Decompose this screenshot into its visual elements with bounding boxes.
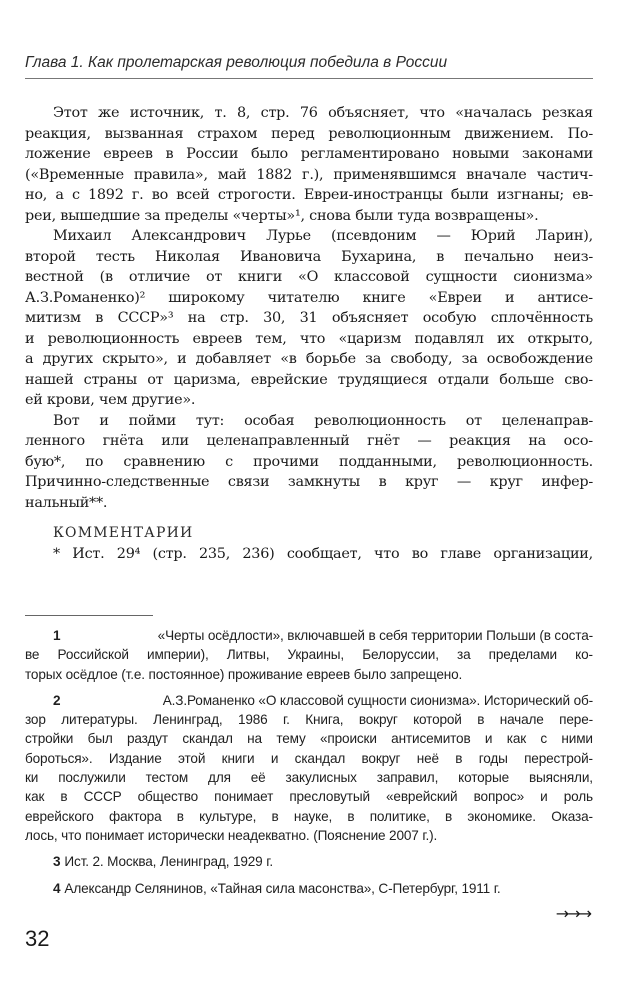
word: ки [25, 770, 39, 786]
word: регламентировано [300, 146, 440, 162]
footnote-line [25, 787, 593, 806]
word: а [55, 187, 64, 203]
word: царизма, [173, 371, 241, 388]
word: на [247, 731, 262, 747]
footnote-number: 3 [53, 854, 61, 870]
word: Юрий [470, 228, 516, 244]
word: Ивановича [239, 248, 322, 265]
word: в [165, 146, 174, 162]
footnote-number: 4 [53, 880, 61, 896]
word: освобождение [486, 351, 593, 367]
word: еврейского [25, 808, 94, 824]
word: правила», [133, 166, 208, 183]
word: начале [499, 712, 544, 728]
word: г. [283, 712, 290, 728]
word: их [496, 330, 515, 347]
word: (в [99, 269, 113, 285]
word: ко- [575, 647, 593, 663]
word: источник, [129, 105, 205, 121]
word: Литвы, [226, 647, 270, 663]
word: России [186, 146, 239, 162]
word: май [217, 166, 247, 183]
word: по [85, 453, 104, 470]
word: По- [567, 125, 593, 142]
word: скандал [182, 731, 233, 747]
word: в [176, 808, 184, 824]
word: применявшимся [333, 166, 457, 183]
text-line: нальный**. [25, 494, 108, 511]
word: антисе- [537, 289, 593, 306]
word: за [365, 351, 382, 367]
footnote-text: Ист. 2. Москва, Ленинград, 1929 г. [64, 854, 273, 870]
word: сионизма» [513, 269, 593, 285]
word: г.), [302, 166, 324, 183]
footnote-line [25, 768, 593, 787]
word: сво- [564, 371, 593, 388]
word: фактора [108, 808, 162, 824]
word: ними [561, 731, 593, 747]
word: СССР»³ [117, 310, 174, 326]
text-line [25, 165, 593, 186]
word: в [60, 789, 68, 805]
word: осо- [563, 433, 593, 449]
word: движением. [464, 125, 554, 142]
word: реакция [449, 433, 511, 449]
text-line [25, 308, 593, 329]
word: за [457, 647, 471, 663]
word: т. [214, 105, 227, 121]
word: книги [238, 269, 283, 285]
word: * [53, 545, 60, 562]
word: и [270, 750, 279, 766]
word: тем, [255, 330, 287, 347]
footnote-text: А.З.Романенко «О классовой сущности сионизма». Исторический об- [162, 692, 593, 708]
footnote-line [25, 879, 593, 898]
text-line [25, 411, 593, 432]
word: круг [405, 474, 439, 490]
word: за [461, 351, 478, 367]
word: Причинно-следственные [25, 474, 210, 490]
word: вокруг [358, 712, 398, 728]
word: неё [416, 750, 439, 766]
word: в [378, 474, 387, 490]
word: науке, [293, 808, 333, 824]
word: от [465, 412, 482, 429]
word: в [347, 808, 355, 824]
word: Российской [57, 647, 129, 663]
word: послужили [58, 770, 126, 786]
word: заправил, [376, 770, 439, 786]
text-line: реи, вышедшие за пределы «черты»¹, снова были туда возвращены». [25, 207, 539, 224]
word: было [251, 146, 288, 162]
word: целенаправленный [206, 433, 350, 449]
word: гнёт [367, 433, 400, 449]
word: строгости. [217, 187, 296, 203]
text-line: ей крови, чем другие». [25, 392, 196, 408]
word: культуре, [199, 808, 257, 824]
footnote-line [25, 691, 593, 710]
word: и [484, 731, 493, 747]
word: особая [244, 412, 295, 429]
word: ве [25, 647, 40, 663]
word: империи), [147, 647, 209, 663]
text-line [25, 349, 593, 370]
word: что [373, 545, 400, 562]
footnote-line: торых осёдлое (т.е. постоянное) проживание евреев было запрещено. [25, 666, 463, 682]
word: Украины, [287, 647, 345, 663]
word: евреев [192, 330, 243, 347]
footnote-line [25, 807, 593, 826]
word: Николая [155, 248, 220, 265]
word: замкнуты [287, 474, 361, 490]
word: — [417, 433, 432, 449]
word: экономике. [467, 808, 536, 824]
word: сущности [425, 269, 498, 285]
word: зор [25, 712, 46, 728]
word: революционность [47, 330, 180, 347]
word: в [445, 808, 453, 824]
word: А.З.Романенко)² [25, 289, 146, 306]
word: годы [478, 750, 508, 766]
footnote-line [25, 729, 593, 748]
word: резкая [542, 105, 593, 121]
word: (стр. [152, 545, 187, 562]
text-line [25, 144, 593, 165]
word: в [477, 712, 485, 728]
word: главе [440, 545, 481, 562]
word: круг [489, 474, 523, 490]
word: для [208, 770, 231, 786]
word: Вот [53, 412, 80, 429]
word: Михаил [53, 228, 112, 244]
footnote-divider [25, 615, 153, 616]
chapter-header: Глава 1. Как пролетарская революция победила в России [25, 54, 448, 71]
word: добавляет [195, 351, 271, 367]
word: и [505, 289, 515, 306]
word: 30, [263, 310, 286, 326]
word: раздут [127, 731, 168, 747]
word: вестной [25, 269, 84, 285]
word: 1892 [88, 187, 124, 203]
word: роль [563, 789, 593, 805]
word: 31 [299, 310, 318, 326]
word: еврейские [250, 371, 328, 388]
word: во [411, 545, 428, 562]
word: тут: [195, 412, 225, 429]
word: г. [131, 187, 144, 203]
word: («Временные [25, 166, 124, 183]
word: второй [25, 248, 76, 265]
text-line [25, 288, 593, 309]
word: подавлял [414, 330, 484, 347]
footnote-1 [25, 626, 593, 684]
text-line [25, 267, 593, 288]
word: ленного [25, 433, 85, 449]
word: новыми [452, 146, 510, 162]
text-line [25, 226, 593, 247]
word: во [151, 187, 169, 203]
word: этой [178, 750, 206, 766]
text-line [25, 124, 593, 145]
word: но, [25, 187, 48, 203]
footnote-line [25, 626, 593, 645]
word: Белоруссии, [362, 647, 439, 663]
footnote-line [25, 749, 593, 768]
word: отдали [437, 371, 490, 388]
word: от [147, 371, 164, 388]
word: классовой [334, 269, 410, 285]
word: тему [276, 731, 306, 747]
footnote-line [25, 645, 593, 664]
word: сравнению [123, 453, 205, 470]
word: книге [362, 289, 406, 306]
word: и [99, 412, 109, 429]
word: «в [280, 351, 297, 367]
footnote-text: «Черты осёдлости», включавшей в себя территории Польши (в соста- [157, 628, 593, 643]
word: «Евреи [428, 289, 482, 306]
word: что [419, 105, 445, 121]
word: как [506, 731, 527, 747]
page-number: 32 [25, 926, 50, 951]
word: Лурье [266, 228, 311, 244]
footnote-line [25, 852, 593, 871]
word: ев- [572, 187, 593, 203]
word: её [250, 770, 266, 786]
word: Оказа- [551, 808, 593, 824]
footnote-line [25, 710, 593, 729]
footnote-4 [25, 879, 593, 898]
word: объясняет, [328, 105, 409, 121]
word: свободу, [390, 351, 453, 367]
word: «еврейский [386, 789, 458, 805]
word: 76 [299, 105, 318, 121]
word: скрыто», [102, 351, 168, 367]
word: всей [176, 187, 210, 203]
word: страны [83, 371, 138, 388]
word: понимает [214, 789, 274, 805]
word: объясняет [331, 310, 409, 326]
word: 235, [199, 545, 231, 562]
word: 236) [242, 545, 275, 562]
word: и [177, 351, 187, 367]
word: и [540, 789, 548, 805]
word: с [71, 187, 80, 203]
word: 1882 [256, 166, 293, 183]
word: борьбе [305, 351, 356, 367]
word: — [456, 474, 472, 490]
word: сообщает, [286, 545, 362, 562]
word: Александрович [131, 228, 246, 244]
word: «началась [455, 105, 532, 121]
word: тесть [95, 248, 135, 265]
word: Издание [108, 750, 162, 766]
word: организации, [493, 545, 593, 562]
word: стройки [25, 731, 74, 747]
word: Ларин), [535, 228, 593, 244]
word: 29⁴ [116, 545, 141, 562]
word: тестом [145, 770, 189, 786]
word: неиз- [553, 248, 593, 265]
footnote-text: Александр Селянинов, «Тайная сила масонства», С-Петербург, 1911 г. [64, 880, 501, 896]
word: СССР [83, 789, 122, 805]
word: открыто, [527, 330, 593, 347]
word: законами [521, 146, 593, 162]
word: перестрой- [524, 750, 593, 766]
text-line [25, 472, 593, 493]
word: митизм [25, 310, 81, 326]
word: целенаправ- [501, 412, 593, 429]
word: (псевдоним [331, 228, 417, 244]
footnote-number: 2 [53, 692, 61, 708]
word: с [225, 453, 233, 470]
word: связи [227, 474, 270, 490]
word: Ист. [72, 545, 105, 562]
footnote-3 [25, 852, 593, 871]
word: широкому [168, 289, 245, 306]
word: перед [271, 125, 315, 142]
word: с [540, 731, 548, 747]
word: Бухарина, [341, 248, 417, 265]
word: трудящиеся [337, 371, 428, 388]
word: в [271, 808, 279, 824]
word: и [25, 330, 35, 347]
word: 8, [236, 105, 251, 121]
word: были [450, 187, 489, 203]
word: революционность. [457, 453, 593, 470]
continuation-arrows-icon: →→→ [555, 904, 590, 923]
word: «О [298, 269, 319, 285]
word: выясняли, [528, 770, 593, 786]
word: «происки [320, 731, 377, 747]
word: стр. [219, 310, 249, 326]
word: революционным [328, 125, 451, 142]
word: же [98, 105, 120, 121]
word: общество [137, 789, 199, 805]
word: стр. [260, 105, 290, 121]
word: а [25, 351, 34, 367]
word: сплочённость [490, 310, 593, 326]
text-line [25, 103, 593, 124]
word: пределами [488, 647, 557, 663]
footnote-2 [25, 691, 593, 845]
word: закулисных [285, 770, 357, 786]
word: частич- [536, 166, 593, 183]
word: пойми [128, 412, 176, 429]
word: других [42, 351, 93, 367]
footnotes [25, 626, 593, 905]
word: пресловутый [289, 789, 370, 805]
word: подданными, [339, 453, 437, 470]
word: гнёта [102, 433, 144, 449]
word: бороться». [25, 750, 93, 766]
word: Ленинград, [153, 712, 223, 728]
word: вопрос» [473, 789, 525, 805]
word: от [205, 269, 223, 285]
word: в [455, 750, 463, 766]
word: изгнаны; [496, 187, 565, 203]
text-line [25, 185, 593, 206]
word: на [528, 433, 546, 449]
text-line [25, 370, 593, 391]
word: 1986 [237, 712, 268, 728]
word: политике, [369, 808, 430, 824]
word: прочими [253, 453, 319, 470]
text-line [25, 452, 593, 473]
word: бую*, [25, 453, 66, 470]
word: — [436, 228, 451, 244]
word: которой [413, 712, 462, 728]
word: книги [221, 750, 255, 766]
word: ложение [25, 146, 91, 162]
word: в [436, 248, 445, 265]
word: инфер- [541, 474, 593, 490]
word: «царизм [338, 330, 402, 347]
comments-heading: КОММЕНТАРИИ [53, 525, 194, 541]
footnote-number: 1 [53, 628, 61, 643]
word: был [87, 731, 113, 747]
word: страхом [197, 125, 258, 142]
word: Книга, [305, 712, 344, 728]
word: Евреи-иностранцы [303, 187, 443, 203]
word: больше [499, 371, 554, 388]
word: или [161, 433, 189, 449]
word: что [299, 330, 326, 347]
word: евреев [103, 146, 153, 162]
header-divider [25, 78, 593, 79]
word: литературы. [61, 712, 138, 728]
word: вызванная [104, 125, 184, 142]
word: пере- [559, 712, 593, 728]
word: печально [464, 248, 534, 265]
word: вокруг [361, 750, 401, 766]
word: нашей [25, 371, 74, 388]
word: отличие [128, 269, 191, 285]
word: революционность [314, 412, 446, 429]
footnote-line: лось, что понимает исторически неадекватно. (Пояснение 2007 г.). [25, 827, 438, 843]
text-line [25, 431, 593, 452]
word: читателю [267, 289, 340, 306]
main-text [25, 103, 593, 564]
comment-line [25, 544, 593, 565]
word: Этот [53, 105, 88, 121]
word: в [95, 310, 104, 326]
word: вначале [466, 166, 527, 183]
text-line [25, 247, 593, 268]
text-line [25, 329, 593, 350]
word: особую [422, 310, 477, 326]
word: которые [458, 770, 509, 786]
word: как [25, 789, 45, 805]
word: на [187, 310, 206, 326]
word: скандал [294, 750, 346, 766]
word: реакция, [25, 125, 91, 142]
word: антисемитов [391, 731, 471, 747]
